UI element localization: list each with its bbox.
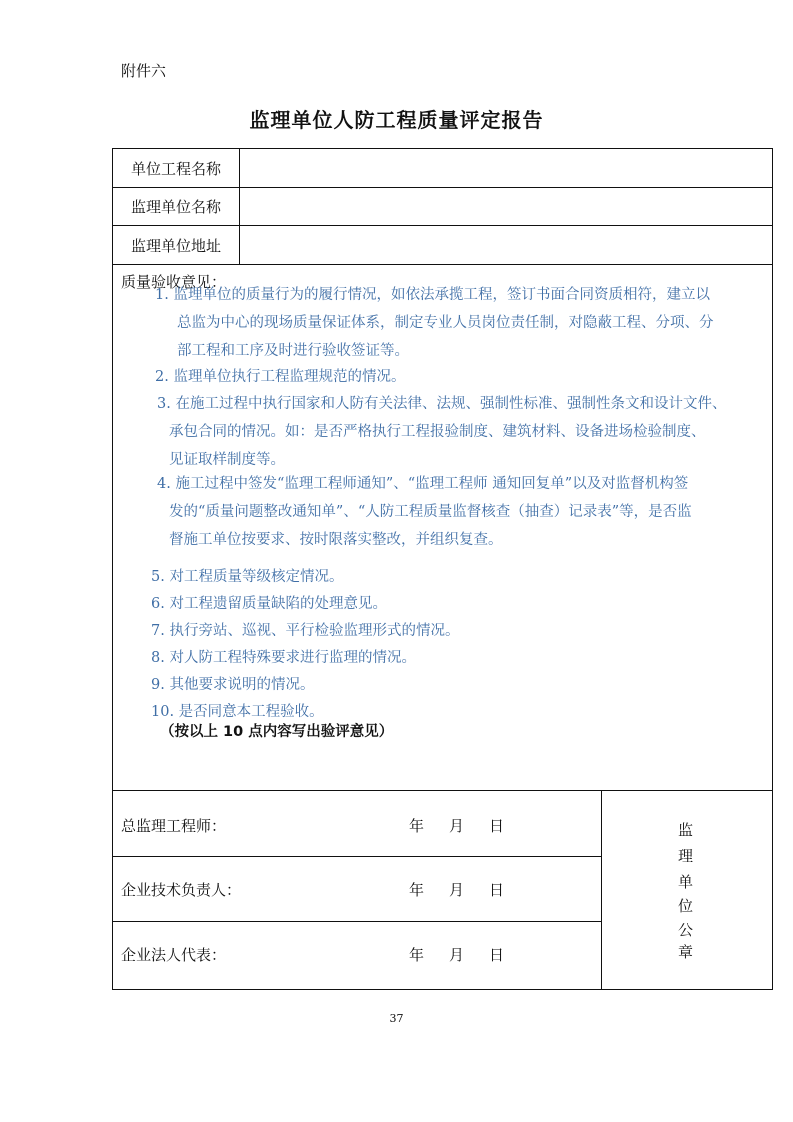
- page-number: 37: [389, 1012, 404, 1025]
- signature-row-tech-lead: [113, 857, 602, 922]
- field-row-supervisor-name: [113, 188, 772, 226]
- supervisor-address-field[interactable]: [240, 226, 772, 264]
- date-day: 日: [489, 881, 505, 899]
- seal-char: 单: [678, 873, 694, 891]
- date-month: 月: [449, 881, 465, 899]
- field-label: 监理单位名称: [113, 188, 240, 225]
- opinion-item-3: [157, 390, 726, 474]
- date-day: 日: [489, 817, 505, 835]
- seal-char: 理: [678, 847, 694, 865]
- opinion-item-10: 10. 是否同意本工程验收。: [151, 704, 324, 720]
- opinion-heading: 质量验收意见：: [121, 273, 227, 291]
- opinion-item-2: [155, 363, 405, 391]
- seal-char: 公: [678, 921, 694, 939]
- date-month: 月: [449, 817, 465, 835]
- opinion-item-6: 6. 对工程遗留质量缺陷的处理意见。: [151, 596, 387, 612]
- item-line: 总监为中心的现场质量保证体系，制定专业人员岗位责任制，对隐蔽工程、分项、分: [177, 315, 714, 331]
- attachment-label: 附件六: [121, 62, 167, 80]
- opinion-item-1: [155, 281, 714, 365]
- date-year: 年: [409, 881, 425, 899]
- quality-opinion-section: [113, 265, 772, 791]
- item-line: 3. 在施工过程中执行国家和人防有关法律、法规、强制性标准、强制性条文和设计文件、: [157, 396, 727, 412]
- opinion-item-5: 5. 对工程质量等级核定情况。: [151, 569, 344, 585]
- date-month: 月: [449, 946, 465, 964]
- opinion-item-9: 9. 其他要求说明的情况。: [151, 677, 315, 693]
- date-year: 年: [409, 946, 425, 964]
- item-line: 部工程和工序及时进行验收签证等。: [177, 343, 409, 359]
- signature-label: 企业技术负责人：: [121, 881, 242, 899]
- seal-area: [602, 791, 772, 989]
- field-label: 单位工程名称: [113, 149, 240, 187]
- opinion-summary: （按以上 10 点内容写出验评意见）: [160, 724, 394, 740]
- report-form: [112, 148, 773, 990]
- opinion-item-8: 8. 对人防工程特殊要求进行监理的情况。: [151, 650, 416, 666]
- signature-row-chief-engineer: [113, 791, 602, 857]
- signature-row-legal-rep: [113, 922, 602, 989]
- supervisor-name-field[interactable]: [240, 188, 772, 225]
- date-year: 年: [409, 817, 425, 835]
- seal-char: 章: [678, 943, 694, 961]
- item-line: 2. 监理单位执行工程监理规范的情况。: [155, 369, 406, 385]
- item-line: 发的“质量问题整改通知单”、“人防工程质量监督核查（抽查）记录表”等，是否监: [169, 504, 692, 520]
- signature-section: [113, 791, 772, 989]
- page-title: 监理单位人防工程质量评定报告: [249, 108, 544, 132]
- seal-char: 位: [678, 897, 694, 915]
- signature-label: 企业法人代表：: [121, 946, 227, 964]
- opinion-item-4: [157, 470, 692, 554]
- item-line: 1. 监理单位的质量行为的履行情况，如依法承揽工程，签订书面合同资质相符，建立以: [155, 287, 710, 303]
- item-line: 承包合同的情况。如：是否严格执行工程报验制度、建筑材料、设备进场检验制度、: [169, 424, 706, 440]
- opinion-item-7: 7. 执行旁站、巡视、平行检验监理形式的情况。: [151, 623, 460, 639]
- date-day: 日: [489, 946, 505, 964]
- item-line: 见证取样制度等。: [169, 452, 285, 468]
- item-line: 4. 施工过程中签发“监理工程师通知”、“监理工程师 通知回复单”以及对监督机构签: [157, 476, 689, 492]
- field-row-supervisor-address: [113, 226, 772, 265]
- project-name-field[interactable]: [240, 149, 772, 187]
- field-label: 监理单位地址: [113, 226, 240, 264]
- seal-char: 监: [678, 821, 694, 839]
- signature-label: 总监理工程师：: [121, 817, 227, 835]
- field-row-project-name: [113, 149, 772, 188]
- item-line: 督施工单位按要求、按时限落实整改，并组织复查。: [169, 532, 503, 548]
